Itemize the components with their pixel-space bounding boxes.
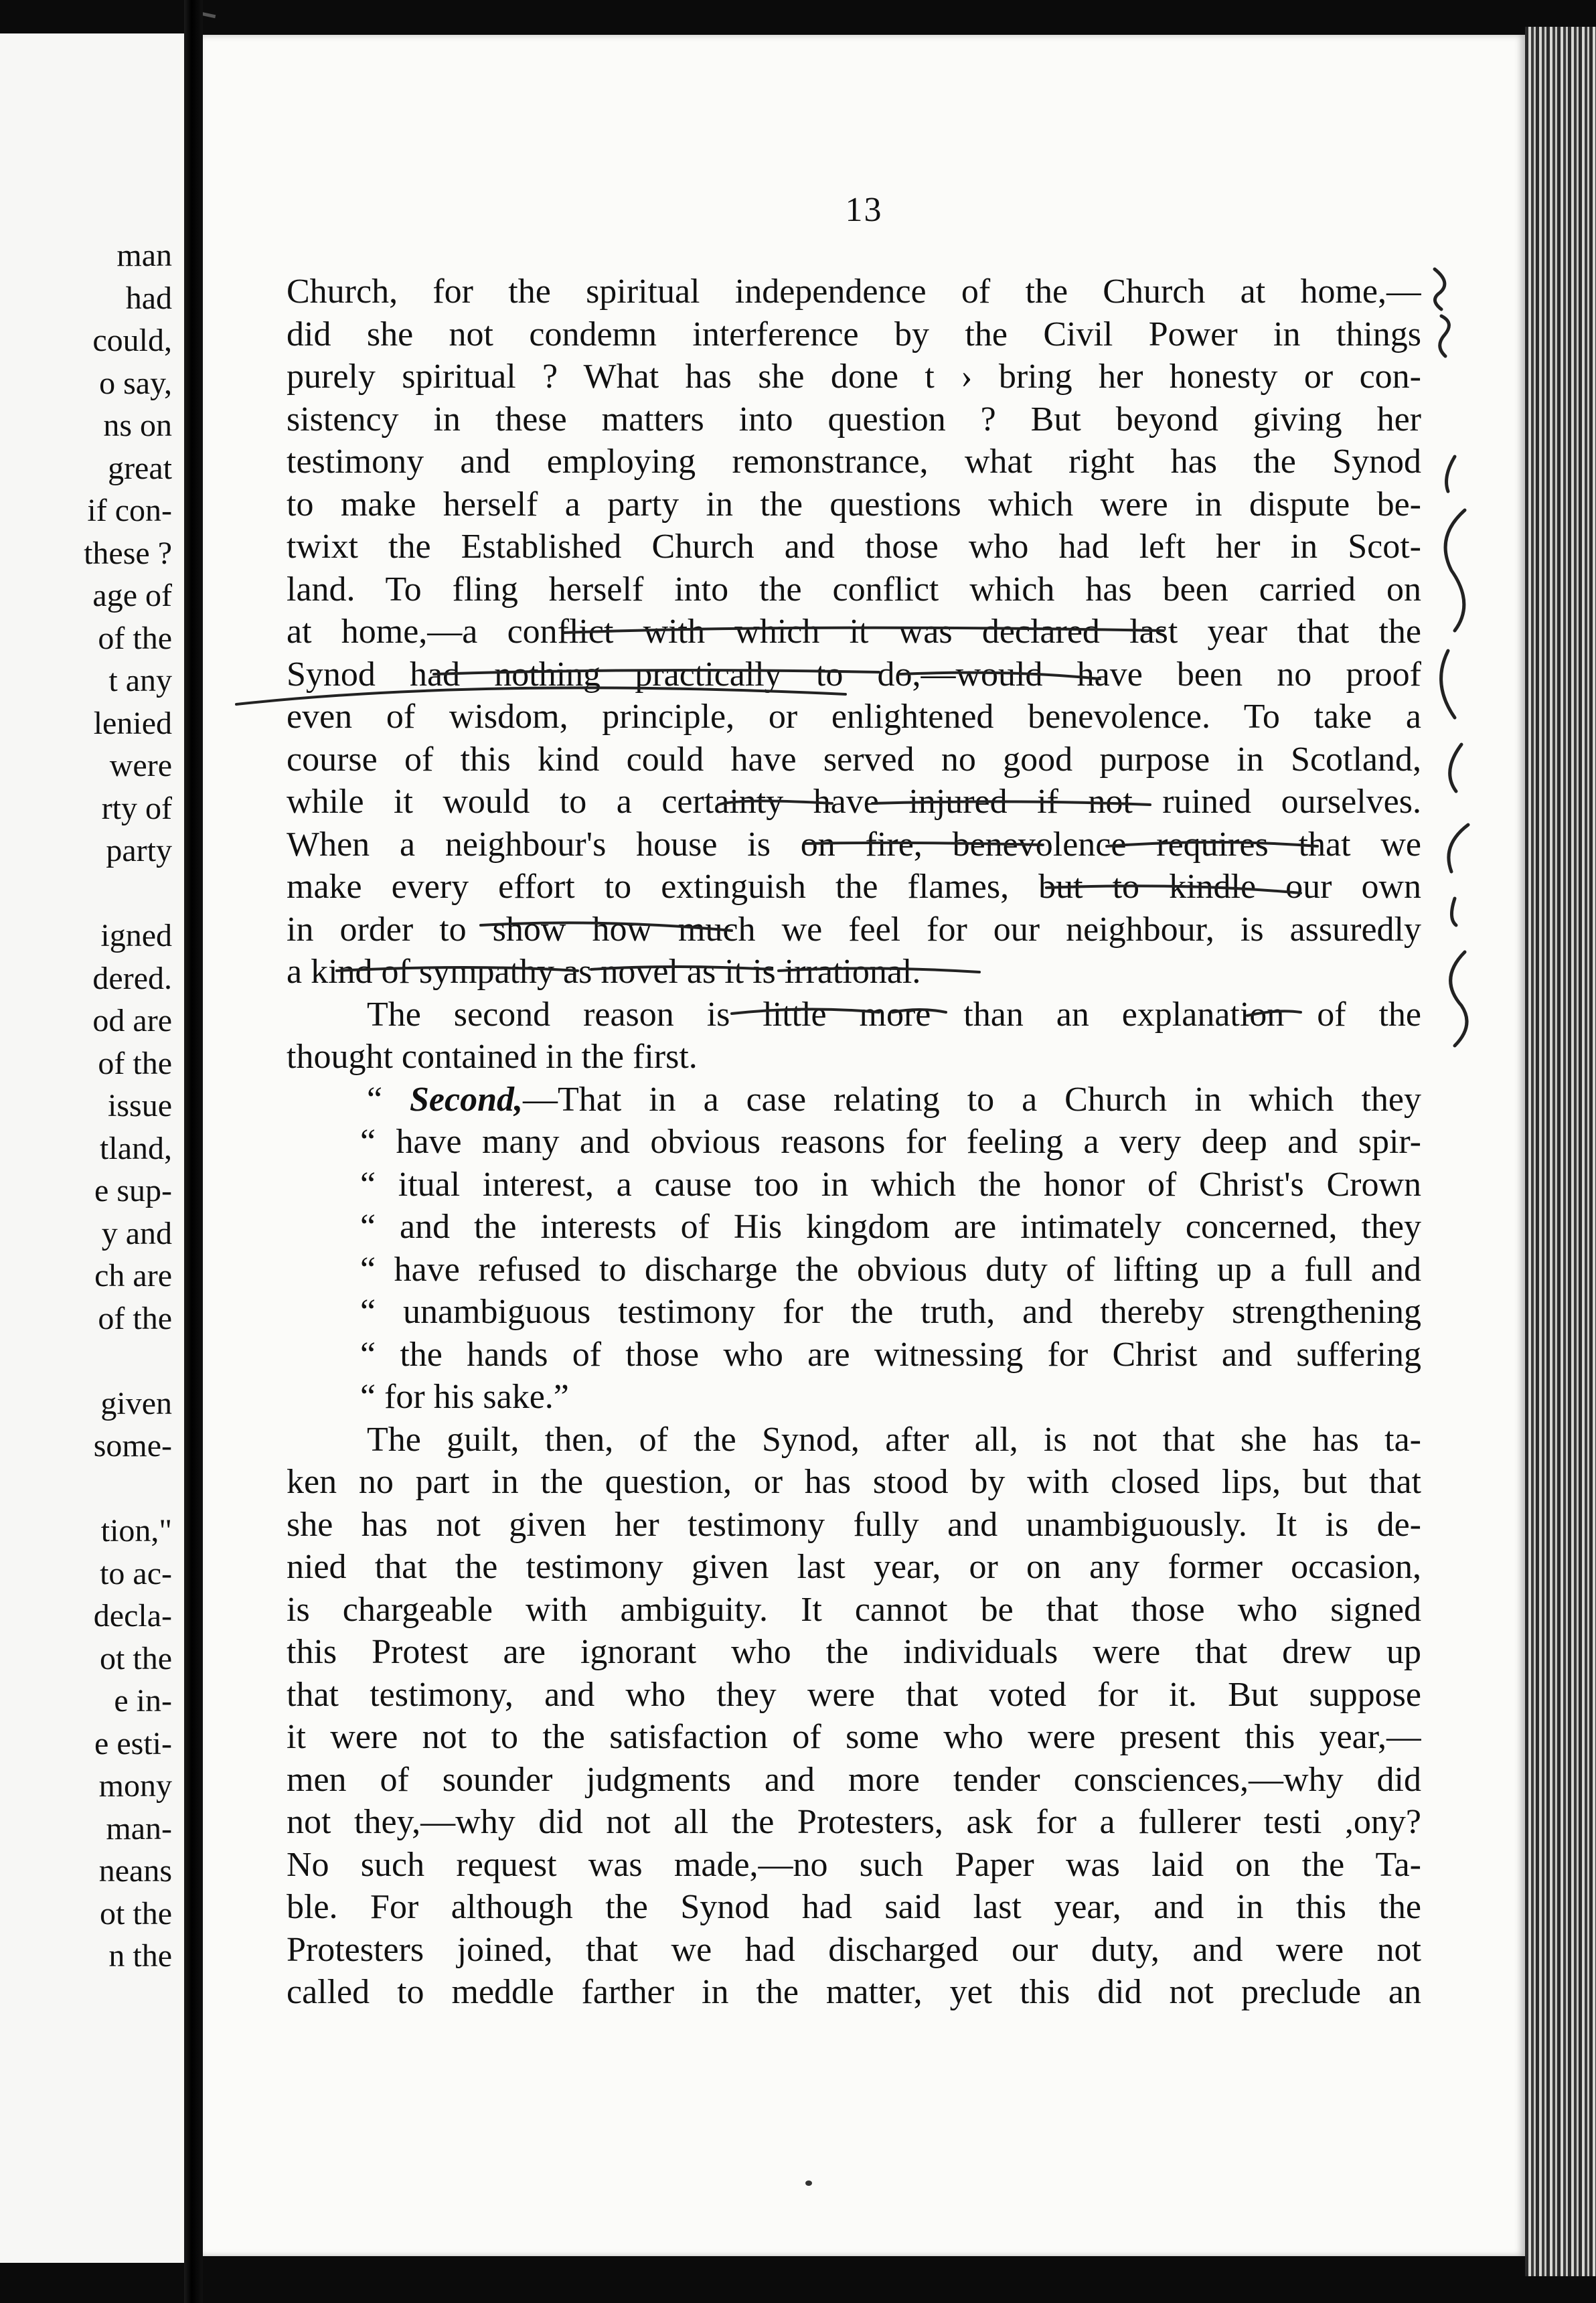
text-line: is chargeable with ambiguity. It cannot be that those who signed: [287, 1590, 1421, 1629]
previous-page-line: igned: [100, 918, 172, 953]
previous-page-line: [11, 1467, 172, 1510]
previous-page-line: lenied: [93, 705, 172, 741]
previous-page-line: issue: [108, 1088, 172, 1123]
previous-page-line: od are: [92, 1003, 172, 1038]
previous-page-line: neans: [98, 1853, 172, 1889]
previous-page-line: n the: [108, 1938, 172, 1974]
previous-page-line: y and: [101, 1215, 172, 1251]
text-line: even of wisdom, principle, or enlightened benevolence. To take a: [287, 698, 1421, 736]
quote-line: “ and the interests of His kingdom are intimately concerned, they: [360, 1208, 1421, 1246]
quoted-reason: [287, 1079, 1421, 1419]
previous-page-line: given: [100, 1385, 172, 1421]
previous-page-fragment: [0, 33, 184, 2263]
previous-page-line: dered.: [92, 960, 172, 996]
text-line: testimony and employing remonstrance, what right has the Synod: [287, 443, 1421, 481]
text-line: a kind of sympathy as novel as it is irrational.: [287, 953, 921, 991]
previous-page-line: of the: [98, 1045, 172, 1081]
text-line: it were not to the satisfaction of some who were present this year,—: [287, 1718, 1421, 1756]
quote-line: “ have many and obvious reasons for feeling a very deep and spir-: [360, 1123, 1421, 1161]
text-line: ble. For although the Synod had said last year, and in this the: [287, 1888, 1421, 1926]
print-mark: [201, 12, 216, 18]
text-line: purely spiritual ? What has she done t › bring her honesty or con-: [287, 358, 1421, 396]
text-line: sistency in these matters into question ? But beyond giving her: [287, 400, 1421, 439]
text-line: nied that the testimony given last year, or on any former occasion,: [287, 1548, 1421, 1586]
paragraph-2: [287, 994, 1421, 1079]
text-line: men of sounder judgments and more tender consciences,—why did: [287, 1760, 1421, 1799]
text-line: called to meddle farther in the matter, yet this did not preclude an: [287, 1973, 1421, 2011]
previous-page-line: of the: [98, 1300, 172, 1336]
quote-line: “ itual interest, a cause too in which the honor of Christ's Crown: [360, 1165, 1421, 1204]
paragraph-1: [287, 270, 1421, 994]
book-gutter: [184, 0, 203, 2303]
text-line: did she not condemn interference by the Civil Power in things: [287, 315, 1421, 353]
previous-page-line: of the: [98, 620, 172, 656]
text-line: Church, for the spiritual independence of the Church at home,—: [287, 272, 1421, 311]
previous-page-line: e in-: [114, 1683, 172, 1719]
previous-page-line: mony: [98, 1768, 172, 1804]
text-line: this Protest are ignorant who the individuals were that drew up: [287, 1633, 1421, 1671]
previous-page-line: age of: [92, 578, 172, 613]
quote-line: “ for his sake.”: [360, 1378, 569, 1416]
previous-page-line: to ac-: [100, 1555, 172, 1591]
previous-page-line: o say,: [99, 365, 172, 401]
previous-page-line: ch are: [94, 1258, 172, 1293]
text-line: When a neighbour's house is on fire, benevolence requires that we: [287, 825, 1421, 864]
previous-page-line: e esti-: [94, 1725, 172, 1761]
previous-page-line: tion,": [100, 1513, 172, 1548]
previous-page-line: some-: [93, 1428, 172, 1463]
print-speck: [805, 2180, 812, 2186]
text-line: make every effort to extinguish the flames, but to kindle our own: [287, 868, 1421, 906]
quote-line: “ the hands of those who are witnessing for Christ and suffering: [360, 1335, 1421, 1374]
paragraph-3: [287, 1419, 1421, 2014]
previous-page-line: rty of: [101, 790, 172, 826]
text-line: ken no part in the question, or has stood by with closed lips, but that: [287, 1463, 1421, 1501]
previous-page-line: e sup-: [94, 1173, 172, 1208]
previous-page-line: had: [125, 280, 172, 316]
previous-page-line: man-: [106, 1810, 172, 1846]
previous-page-line: ot the: [100, 1895, 172, 1931]
page-edges: [1525, 27, 1596, 2276]
previous-page-line: decla-: [93, 1598, 172, 1634]
text-line: at home,—a conflict with which it was declared last year that the: [287, 613, 1421, 651]
handwritten-margin-brackets: [1415, 256, 1528, 1059]
previous-page-line: these ?: [84, 535, 172, 571]
text-line: while it would to a certainty have injured if not ruined ourselves.: [287, 783, 1421, 821]
previous-page-line: man: [116, 238, 172, 273]
text-line: not they,—why did not all the Protesters, ask for a fullerer testi ,ony?: [287, 1803, 1421, 1841]
quote-line: “ Second,—That in a case relating to a Church in which they: [367, 1080, 1421, 1119]
previous-page-line: t any: [108, 663, 172, 698]
previous-page-line: great: [108, 450, 172, 486]
page-number: 13: [845, 191, 883, 229]
previous-page-line: [11, 872, 172, 915]
text-line: course of this kind could have served no good purpose in Scotland,: [287, 740, 1421, 779]
text-line: land. To fling herself into the conflict which has been carried on: [287, 570, 1421, 609]
previous-page-line: could,: [92, 323, 172, 358]
quote-label: Second,: [410, 1080, 524, 1119]
quote-line: “ unambiguous testimony for the truth, and thereby strengthening: [360, 1293, 1421, 1331]
text-line: Synod had nothing practically to do,—would have been no proof: [287, 655, 1421, 694]
text-line: The guilt, then, of the Synod, after all, is not that she has ta-: [367, 1420, 1421, 1459]
text-line: Protesters joined, that we had discharged our duty, and were not: [287, 1930, 1421, 1969]
text-line: she has not given her testimony fully and unambiguously. It is de-: [287, 1505, 1421, 1544]
text-line: that testimony, and who they were that voted for it. But suppose: [287, 1675, 1421, 1714]
previous-page-line: were: [109, 748, 172, 783]
text-line: to make herself a party in the questions which were in dispute be-: [287, 485, 1421, 524]
text-line: in order to show how much we feel for our neighbour, is assuredly: [287, 910, 1421, 949]
text-line: thought contained in the first.: [287, 1038, 698, 1076]
text-line: twixt the Established Church and those who had left her in Scot-: [287, 528, 1421, 566]
text-line: No such request was made,—no such Paper was laid on the Ta-: [287, 1845, 1421, 1884]
previous-page-line: if con-: [87, 493, 172, 528]
text-line: The second reason is little more than an explanation of the: [367, 995, 1421, 1034]
page: [203, 35, 1525, 2256]
previous-page-line: ns on: [103, 408, 172, 443]
previous-page-line: ot the: [100, 1640, 172, 1676]
body-text: [287, 270, 1421, 2014]
previous-page-line: tland,: [100, 1130, 172, 1166]
previous-page-column: [11, 234, 172, 1978]
previous-page-line: party: [106, 833, 172, 868]
quote-line: “ have refused to discharge the obvious duty of lifting up a full and: [360, 1250, 1421, 1289]
previous-page-line: [11, 1340, 172, 1382]
